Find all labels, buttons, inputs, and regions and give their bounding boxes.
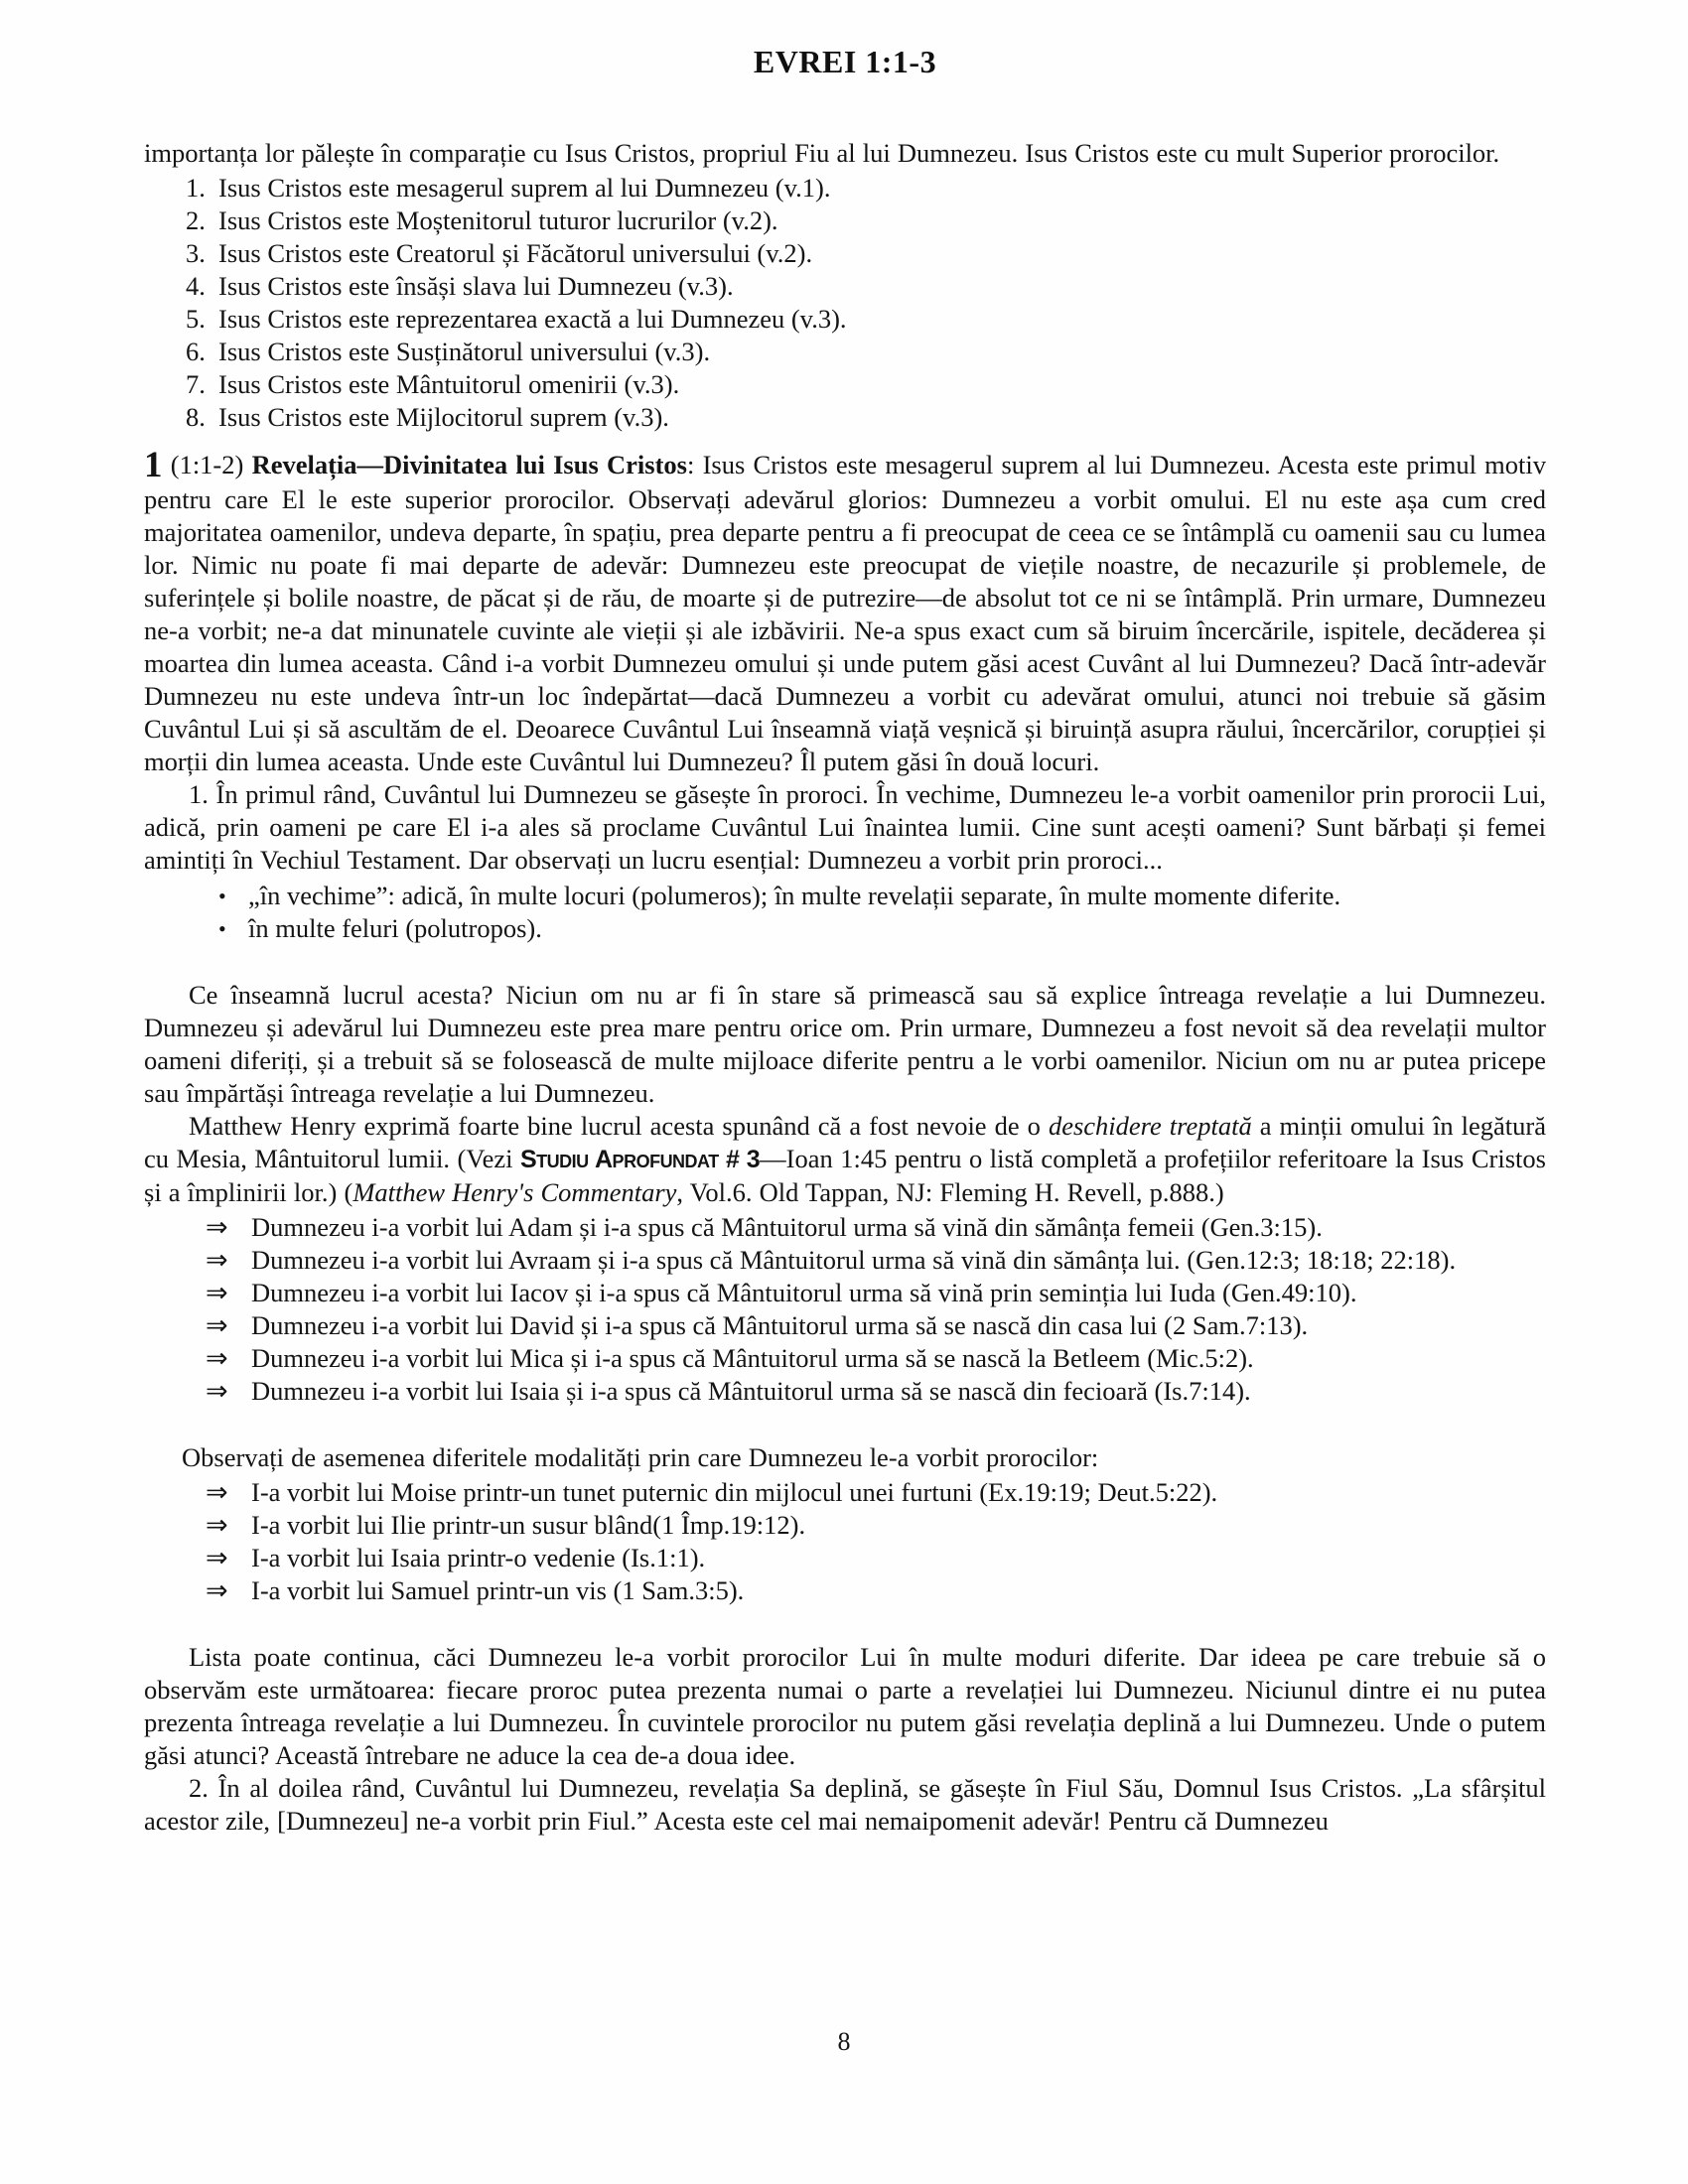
double-arrow-icon: ⇒ [206,1376,228,1406]
arrow-item-text: Dumnezeu i-a vorbit lui Mica și i-a spus că Mântuitorul urma să se nască la Betleem (Mic.5:2). [251,1343,1254,1373]
list-item [186,336,1546,368]
arrow-item-text: Dumnezeu i-a vorbit lui David și i-a spus că Mântuitorul urma să se nască din casa lui (2 Sam.7:13). [251,1310,1309,1340]
arrow-item [206,1542,1546,1574]
superiority-list [144,172,1546,434]
arrow-item [206,1375,1546,1408]
double-arrow-icon: ⇒ [206,1575,228,1605]
henry-text: , Vol.6. Old Tappan, NJ: Fleming H. Revell, p.888.) [676,1177,1224,1207]
double-arrow-icon: ⇒ [206,1212,228,1242]
list-item [186,401,1546,434]
book-title-italic: Matthew Henry's Commentary [352,1177,677,1207]
list-item [186,172,1546,205]
list-item [186,303,1546,336]
arrow-item-text: I-a vorbit lui Ilie printr-un susur blând(1 Împ.19:12). [251,1510,806,1540]
bullet-list [144,880,1546,945]
text-column [144,0,1546,1838]
bullet-item [218,912,1546,945]
list-number: 2. [186,205,206,235]
list-item-text: Isus Cristos este reprezentarea exactă a lui Dumnezeu (v.3). [218,304,847,334]
intro-paragraph: importanța lor pălește în comparație cu Isus Cristos, propriul Fiu al lui Dumnezeu. Isus Cristos este cu mult Superior prorocilor. [144,138,1500,168]
list-number: 7. [186,369,206,399]
list-item [186,368,1546,401]
promises-arrow-list [144,1211,1546,1408]
double-arrow-icon: ⇒ [206,1510,228,1540]
list-number: 4. [186,271,206,301]
bullet-icon: • [218,884,226,908]
point-one-paragraph: 1. În primul rând, Cuvântul lui Dumnezeu se găsește în proroci. În vechime, Dumnezeu le-a vorbit oamenilor prin prorocii Lui, adică, prin oameni pe care El i-a ales să proclame Cuvântul Lui înaintea lumii. Cine sunt acești oameni? Sunt bărbați și femei amintiți în Vechiul Testament. Dar observați un lucru esențial: Dumnezeu a vorbit prin proroci... [144,779,1546,875]
page-number: 8 [837,2027,851,2056]
arrow-item [206,1574,1546,1607]
section-body-text: : Isus Cristos este mesagerul suprem al lui Dumnezeu. Acesta este primul motiv pentru care El le este superior prorocilor. Observați adevărul glorios: Dumnezeu a vorbit omului. El nu este așa cum cred majoritatea oamenilor, undeva departe, în spațiu, prea departe pentru a fi preocupat de ceea ce se întâmplă cu oamenii sau cu lumea lor. Nimic nu poate fi mai departe de adevăr: Dumnezeu este preocupat de viețile noastre, de necazurile și problemele, de suferințele și bolile noastre, de păcat și de rău, de moarte și de putrezire—de absolut tot ce ni se întâmplă. Prin urmare, Dumnezeu ne-a vorbit; ne-a dat minunatele cuvinte ale vieții și ale izbăvirii. Ne-a spus exact cum să biruim încercările, ispitele, decăderea și moartea din lumea aceasta. Când i-a vorbit Dumnezeu omului și unde putem găsi acest Cuvânt al lui Dumnezeu? Dacă într-adevăr Dumnezeu nu este undeva într-un loc îndepărtat—dacă Dumnezeu a vorbit cu adevărat omului, atunci noi trebuie să găsim Cuvântul Lui și să ascultăm de el. Deoarece Cuvântul Lui înseamnă viață veșnică și biruință asupra răului, încercărilor, corupției și morții din lumea aceasta. Unde este Cuvântul lui Dumnezeu? Îl putem găsi în două locuri. [144,450,1547,776]
page-title: EVREI 1:1-3 [753,44,937,79]
double-arrow-icon: ⇒ [206,1278,228,1307]
double-arrow-icon: ⇒ [206,1310,228,1340]
meaning-paragraph: Ce înseamnă lucrul acesta? Niciun om nu ar fi în stare să primească sau să explice întreaga revelație a lui Dumnezeu. Dumnezeu și adevărul lui Dumnezeu este prea mare pentru orice om. Prin urmare, Dumnezeu a fost nevoit să dea revelații multor oameni diferiți, și a trebuit să se folosească de multe mijloace diferite pentru a le vorbi oamenilor. Niciun om nu ar putea pricepe sau împărtăși întreaga revelație a lui Dumnezeu. [144,980,1546,1108]
henry-text: —Ioan 1:45 pentru o listă completă a profețiilor referitoare la Isus Cristos și a împlinirii lor.) ( [144,1144,1546,1207]
closing-paragraph-2: 2. În al doilea rând, Cuvântul lui Dumnezeu, revelația Sa deplină, se găsește în Fiul Său, Domnul Isus Cristos. „La sfârșitul acestor zile, [Dumnezeu] ne-a vorbit prin Fiul.” Acesta este cel mai nemaipomenit adevăr! Pentru că Dumnezeu [144,1773,1546,1836]
arrow-item [206,1342,1546,1375]
double-arrow-icon: ⇒ [206,1477,228,1507]
list-item-text: Isus Cristos este Creatorul și Făcătorul universului (v.2). [218,238,813,268]
scripture-ref: (1:1-2) [162,450,252,479]
list-number: 8. [186,402,206,432]
bullet-icon: • [218,916,226,941]
list-number: 5. [186,304,206,334]
arrow-item-text: I-a vorbit lui Samuel printr-un vis (1 Sam.3:5). [251,1575,745,1605]
arrow-item [206,1244,1546,1277]
arrow-item-text: Dumnezeu i-a vorbit lui Iacov și i-a spus că Mântuitorul urma să vină prin seminția lui Iuda (Gen.49:10). [251,1278,1357,1307]
list-number: 6. [186,337,206,366]
list-item [186,205,1546,237]
double-arrow-icon: ⇒ [206,1343,228,1373]
double-arrow-icon: ⇒ [206,1543,228,1572]
arrow-item [206,1309,1546,1342]
list-item [186,270,1546,303]
list-item-text: Isus Cristos este Susținătorul universului (v.3). [218,337,711,366]
emphasis-italic: deschidere treptată [1048,1111,1252,1141]
arrow-item [206,1476,1546,1509]
list-number: 3. [186,238,206,268]
henry-text: Matthew Henry exprimă foarte bine lucrul acesta spunând că a fost nevoie de o [189,1111,1049,1141]
study-reference: Studiu Aprofundat # 3 [519,1146,761,1173]
arrow-item-text: I-a vorbit lui Isaia printr-o vedenie (Is.1:1). [251,1543,706,1572]
list-item-text: Isus Cristos este Mijlocitorul suprem (v.3). [218,402,669,432]
section-heading-paragraph [144,447,1546,778]
list-item-text: Isus Cristos este însăși slava lui Dumnezeu (v.3). [218,271,734,301]
henry-paragraph [144,1110,1546,1209]
arrow-item-text: I-a vorbit lui Moise printr-un tunet puternic din mijlocul unei furtuni (Ex.19:19; Deut.5:22). [251,1477,1218,1507]
arrow-item [206,1277,1546,1309]
list-item-text: Isus Cristos este mesagerul suprem al lui Dumnezeu (v.1). [218,173,831,203]
arrow-item-text: Dumnezeu i-a vorbit lui Adam și i-a spus că Mântuitorul urma să vină din sămânța femeii (Gen.3:15). [251,1212,1323,1242]
bullet-item [218,880,1546,912]
list-item-text: Isus Cristos este Moștenitorul tuturor lucrurilor (v.2). [218,205,778,235]
methods-arrow-list [144,1476,1546,1607]
arrow-item-text: Dumnezeu i-a vorbit lui Avraam și i-a spus că Mântuitorul urma să vină din sămânța lui. (Gen.12:3; 18:18; 22:18). [251,1245,1457,1275]
arrow-item [206,1509,1546,1542]
henry-text: a minții omului în legătură cu Mesia, Mântuitorul lumii. (Vezi [144,1111,1547,1173]
section-heading: Revelația—Divinitatea lui Isus Cristos [251,450,687,479]
observe-paragraph: Observați de asemenea diferitele modalități prin care Dumnezeu le-a vorbit prorocilor: [182,1442,1099,1472]
list-item [186,237,1546,270]
bullet-item-text: „în vechime”: adică, în multe locuri (polumeros); în multe revelații separate, în multe momente diferite. [248,881,1341,910]
section-number: 1 [144,445,163,485]
double-arrow-icon: ⇒ [206,1245,228,1275]
arrow-item-text: Dumnezeu i-a vorbit lui Isaia și i-a spus că Mântuitorul urma să se nască din fecioară (Is.7:14). [251,1376,1251,1406]
list-item-text: Isus Cristos este Mântuitorul omenirii (v.3). [218,369,680,399]
closing-paragraph-1: Lista poate continua, căci Dumnezeu le-a vorbit prorocilor Lui în multe moduri diferite. Dar ideea pe care trebuie să o observăm este următoarea: fiecare proroc putea prezenta numai o parte a revelației lui Dumnezeu. Niciunul dintre ei nu putea prezenta întreaga revelație a lui Dumnezeu. În cuvintele prorocilor nu putem găsi revelația deplină a lui Dumnezeu. Unde o putem găsi atunci? Această întrebare ne aduce la cea de-a doua idee. [144,1642,1546,1770]
bullet-item-text: în multe feluri (polutropos). [248,913,542,943]
arrow-item [206,1211,1546,1244]
list-number: 1. [186,173,206,203]
